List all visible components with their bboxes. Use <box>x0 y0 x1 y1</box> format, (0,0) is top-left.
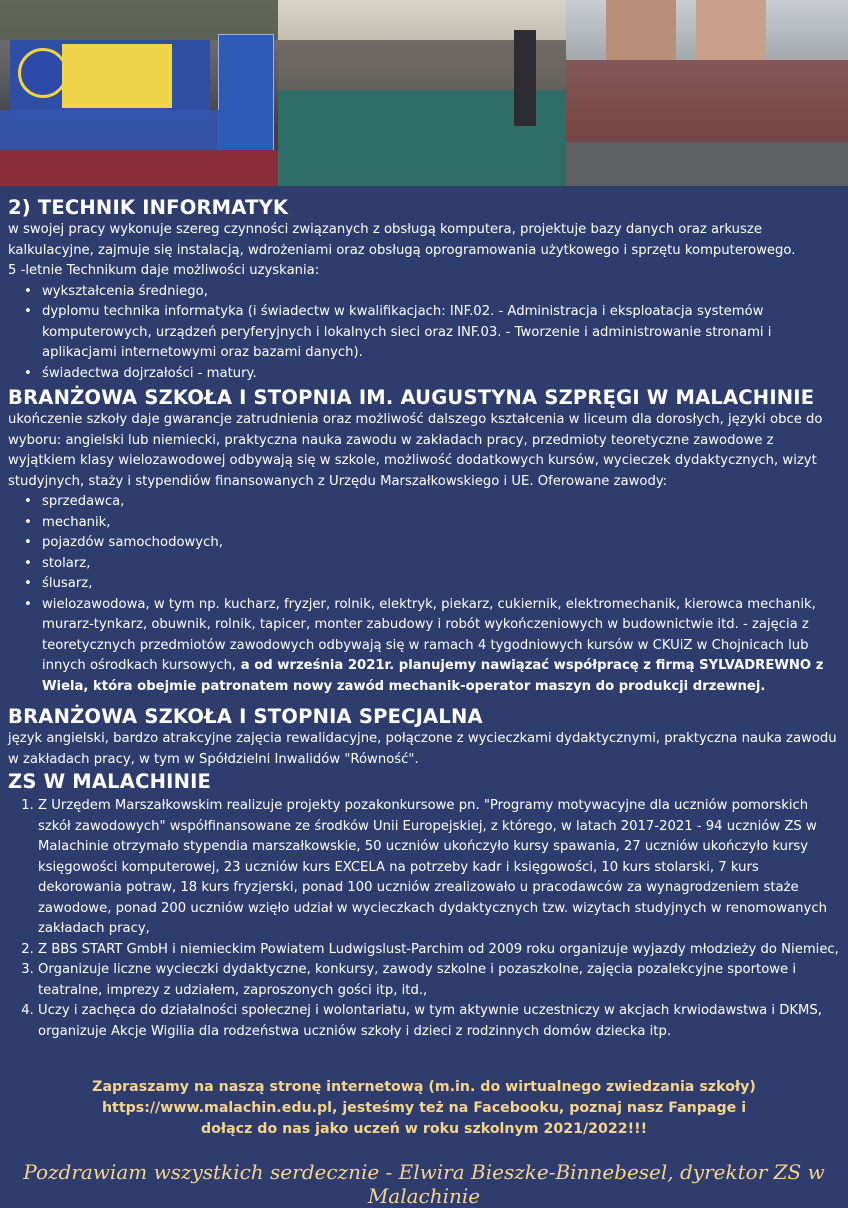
school-banner <box>218 34 274 154</box>
list-item: • pojazdów samochodowych, <box>30 533 844 554</box>
list-item: • wykształcenia średniego, <box>30 282 844 303</box>
director-signature: Pozdrawiam wszystkich serdecznie - Elwira Bieszke-Binnebesel, dyrektor ZS w Malachinie <box>23 1160 825 1208</box>
school-fair-stand-photo <box>0 0 278 186</box>
section-branzowa-title: BRANŻOWA SZKOŁA I STOPNIA IM. AUGUSTYNA SZPRĘGI W MALACHINIE <box>8 386 815 409</box>
list-item-text: wielozawodowa, w tym np. kucharz, fryzjer, rolnik, elektryk, piekarz, cukiernik, elektromechanik, kierowca mechanik, murarz-tynkarz, obuwnik, rolnik, tapicer, monter zabudowy i robót wykończeniowych w budownictwie itd. - zajęcia z teoretycznych przedmiotów zawodowych odbywają się w ramach 4 tygodniowych kursów w CKUiZ w Chojnicach lub innych ośrodkach kursowych, <box>42 596 816 673</box>
school-logo-emblem <box>18 48 68 98</box>
list-item: • dyplomu technika informatyka (i świadectw w kwalifikacjach: INF.02. - Administracja i eksploatacja systemów komputerowych, urządzeń peryferyjnych i lokalnych sieci oraz INF.03. - Tworzenie i administrowanie stronami i aplikacjami internetowymi oraz bazami danych). <box>30 302 844 364</box>
closing-line-3: dołącz do nas jako uczeń w roku szkolnym 2021/2022!!! <box>200 1121 648 1137</box>
list-item: • mechanik, <box>30 513 844 534</box>
list-item-bold-note: a od września 2021r. planujemy nawiązać współpracę z firmą SYLVADREWNO z Wiela, która obejmie patronatem nowy zawód mechanik-operator maszyn do produkcji drzewnej. <box>42 658 824 694</box>
section-zs-title: ZS W MALACHINIE <box>8 770 212 793</box>
list-item: 1. Z Urzędem Marszałkowskim realizuje projekty pozakonkursowe pn. "Programy motywacyjne dla uczniów pomorskich szkół zawodowych" współfinansowane ze środków Unii Europejskiej, z którego, w latach 2017-2021 - 94 uczniów ZS w Malachinie otrzymało stypendia marszałkowskie, 50 uczniów ukończyło kursy spawania, 27 uczniów ukończyło kursy księgowości komputerowej, 23 uczniów kurs EXCELA na potrzeby kadr i księgowości, 10 kurs stolarski, 7 kurs dekorowania potraw, 18 kurs fryzjerski, ponad 100 uczniów zrealizowało u pracodawców za wynagrodzeniem staże zawodowe, ponad 200 uczniów wzięło udział w wycieczkach dydaktycznych tzw. wizytach studyjnych w renomowanych zakładach pracy, <box>38 796 844 940</box>
list-item-wielozawodowa <box>30 595 844 698</box>
photo-strip <box>0 0 848 186</box>
school-hall-ceremony-photo <box>278 0 566 186</box>
list-item: 2. Z BBS START GmbH i niemieckim Powiatem Ludwigslust-Parchim od 2009 roku organizuje wyjazdy młodzieży do Niemiec, <box>38 940 844 961</box>
closing-line-1: Zapraszamy na naszą stronę internetową (m.in. do wirtualnego zwiedzania szkoły) <box>92 1079 756 1095</box>
list-item: 3. Organizuje liczne wycieczki dydaktyczne, konkursy, zawody szkolne i pozaszkolne, zajęcia pozalekcyjne sportowe i teatralne, imprezy z udziałem, zaproszonych gości itp, itd., <box>38 960 844 1001</box>
section-technik-informatyk-title: 2) TECHNIK INFORMATYK <box>8 196 289 219</box>
list-item: • stolarz, <box>30 554 844 575</box>
branzowa-professions-list <box>8 492 844 697</box>
section-branzowa-intro: ukończenie szkoły daje gwarancje zatrudnienia oraz możliwość dalszego kształcenia w liceum dla dorosłych, języki obce do wyboru: angielski lub niemiecki, praktyczna nauka zawodu w zakładach pracy, przedmioty teoretyczne zawodowe z wyjątkiem klasy wielozawodowej odbywają się w szkole, możliwość dodatkowych kursów, wycieczek dydaktycznych, wizyt studyjnych, staży i stypendiów finansowanych z Urzędu Marszałkowskiego i UE. Oferowane zawody: <box>8 412 823 489</box>
section-technik-informatyk-lead: 5 -letnie Technikum daje możliwości uzyskania: <box>8 263 320 278</box>
street-road <box>566 142 848 186</box>
list-item: 4. Uczy i zachęca do działalności społecznej i wolontariatu, w tym aktywnie uczestniczy w akcjach krwiodawstwa i DKMS, organizuje Akcje Wigilia dla rodzeństwa uczniów szkoły i dzieci z rodzinnych domów dziecka itp. <box>38 1001 844 1042</box>
zs-achievements-list <box>8 796 844 1042</box>
list-item: • świadectwa dojrzałości - matury. <box>30 364 844 385</box>
closing-line-2-website: https://www.malachin.edu.pl, jesteśmy też na Facebooku, poznaj nasz Fanpage i <box>101 1100 747 1116</box>
section-specjalna-title: BRANŻOWA SZKOŁA I STOPNIA SPECJALNA <box>8 705 483 728</box>
closing-invitation <box>0 1077 848 1140</box>
section-technik-informatyk-intro: w swojej pracy wykonuje szereg czynności związanych z obsługą komputera, projektuje bazy danych oraz arkusze kalkulacyjne, zajmuje się instalacją, wdrożeniami oraz obsługą oprogramowania użytkowego i sprzętu komputerowego. <box>8 222 796 258</box>
section-specjalna-text: język angielski, bardzo atrakcyjne zajęcia rewalidacyjne, połączone z wycieczkami dydaktycznymi, praktyczna nauka zawodu w zakładach pracy, w tym w Spółdzielni Inwalidów "Równość". <box>8 731 837 767</box>
students-street-march-photo <box>566 0 848 186</box>
technik-informatyk-benefits-list <box>8 282 844 385</box>
leaflet-content <box>8 196 844 1042</box>
list-item: • sprzedawca, <box>30 492 844 513</box>
list-item: • ślusarz, <box>30 574 844 595</box>
